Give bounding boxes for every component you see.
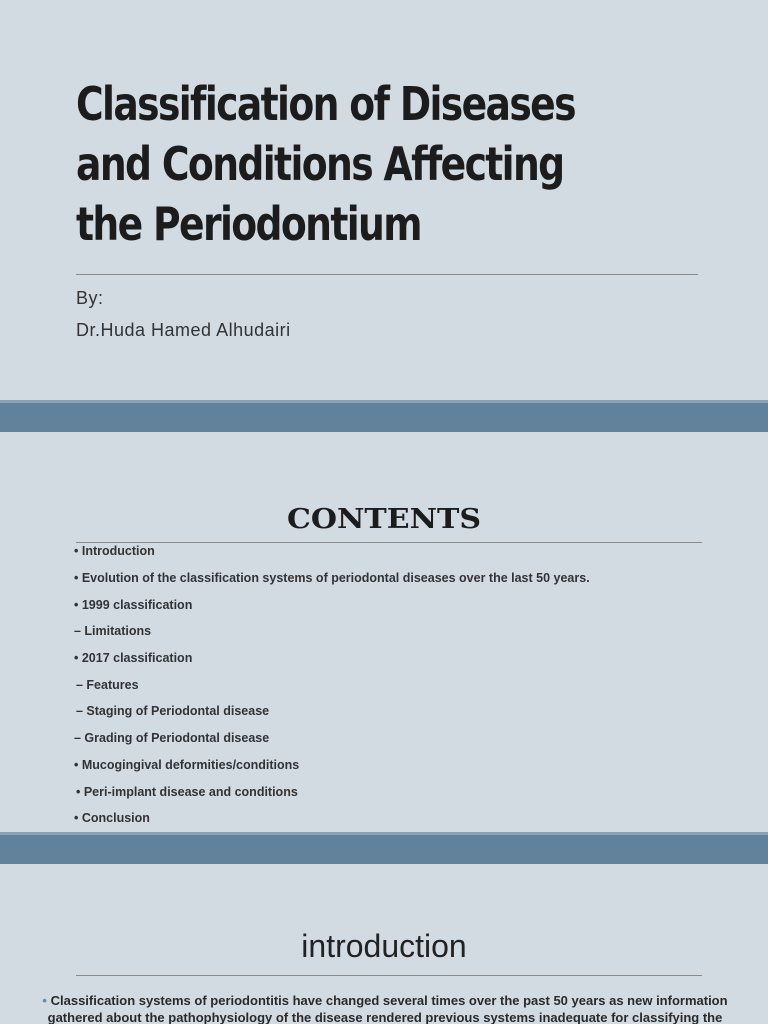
title-line: the Periodontium	[76, 197, 421, 251]
list-item: – Features	[76, 678, 139, 692]
contents-heading: CONTENTS	[286, 503, 482, 536]
list-item: – Staging of Periodontal disease	[76, 704, 270, 718]
introduction-slide	[0, 864, 768, 1024]
list-item: • Mucogingival deformities/conditions	[74, 758, 300, 772]
introduction-heading: introduction	[301, 928, 467, 964]
title-slide	[0, 0, 768, 400]
title-line: Classification of Diseases	[76, 77, 575, 131]
bullet-icon: •	[42, 993, 47, 1008]
list-item: • Introduction	[74, 544, 155, 558]
contents-divider	[76, 542, 702, 543]
list-item: – Limitations	[74, 624, 152, 638]
paragraph-text: Classification systems of periodontitis have changed several times over the past 50 years as new information gathered about the pathophysiology of the disease rendered previous systems inadequate for classifying the	[47, 993, 728, 1024]
slide-separator	[0, 832, 768, 864]
contents-slide	[0, 432, 768, 832]
slide-separator	[0, 400, 768, 432]
by-label: By:	[76, 288, 104, 308]
list-item: • Conclusion	[74, 811, 150, 825]
list-item: • 2017 classification	[74, 651, 193, 665]
introduction-paragraph	[20, 992, 750, 1024]
list-item: • Evolution of the classification systems of periodontal diseases over the last 50 years.	[74, 571, 590, 585]
list-item: – Grading of Periodontal disease	[74, 731, 270, 745]
introduction-divider	[76, 975, 702, 976]
list-item: • 1999 classification	[74, 598, 193, 612]
title-divider	[76, 274, 698, 275]
slide-title	[76, 74, 593, 254]
author-name: Dr.Huda Hamed Alhudairi	[76, 320, 291, 340]
list-item: • Peri-implant disease and conditions	[76, 785, 298, 799]
title-line: and Conditions Affecting	[76, 137, 564, 191]
